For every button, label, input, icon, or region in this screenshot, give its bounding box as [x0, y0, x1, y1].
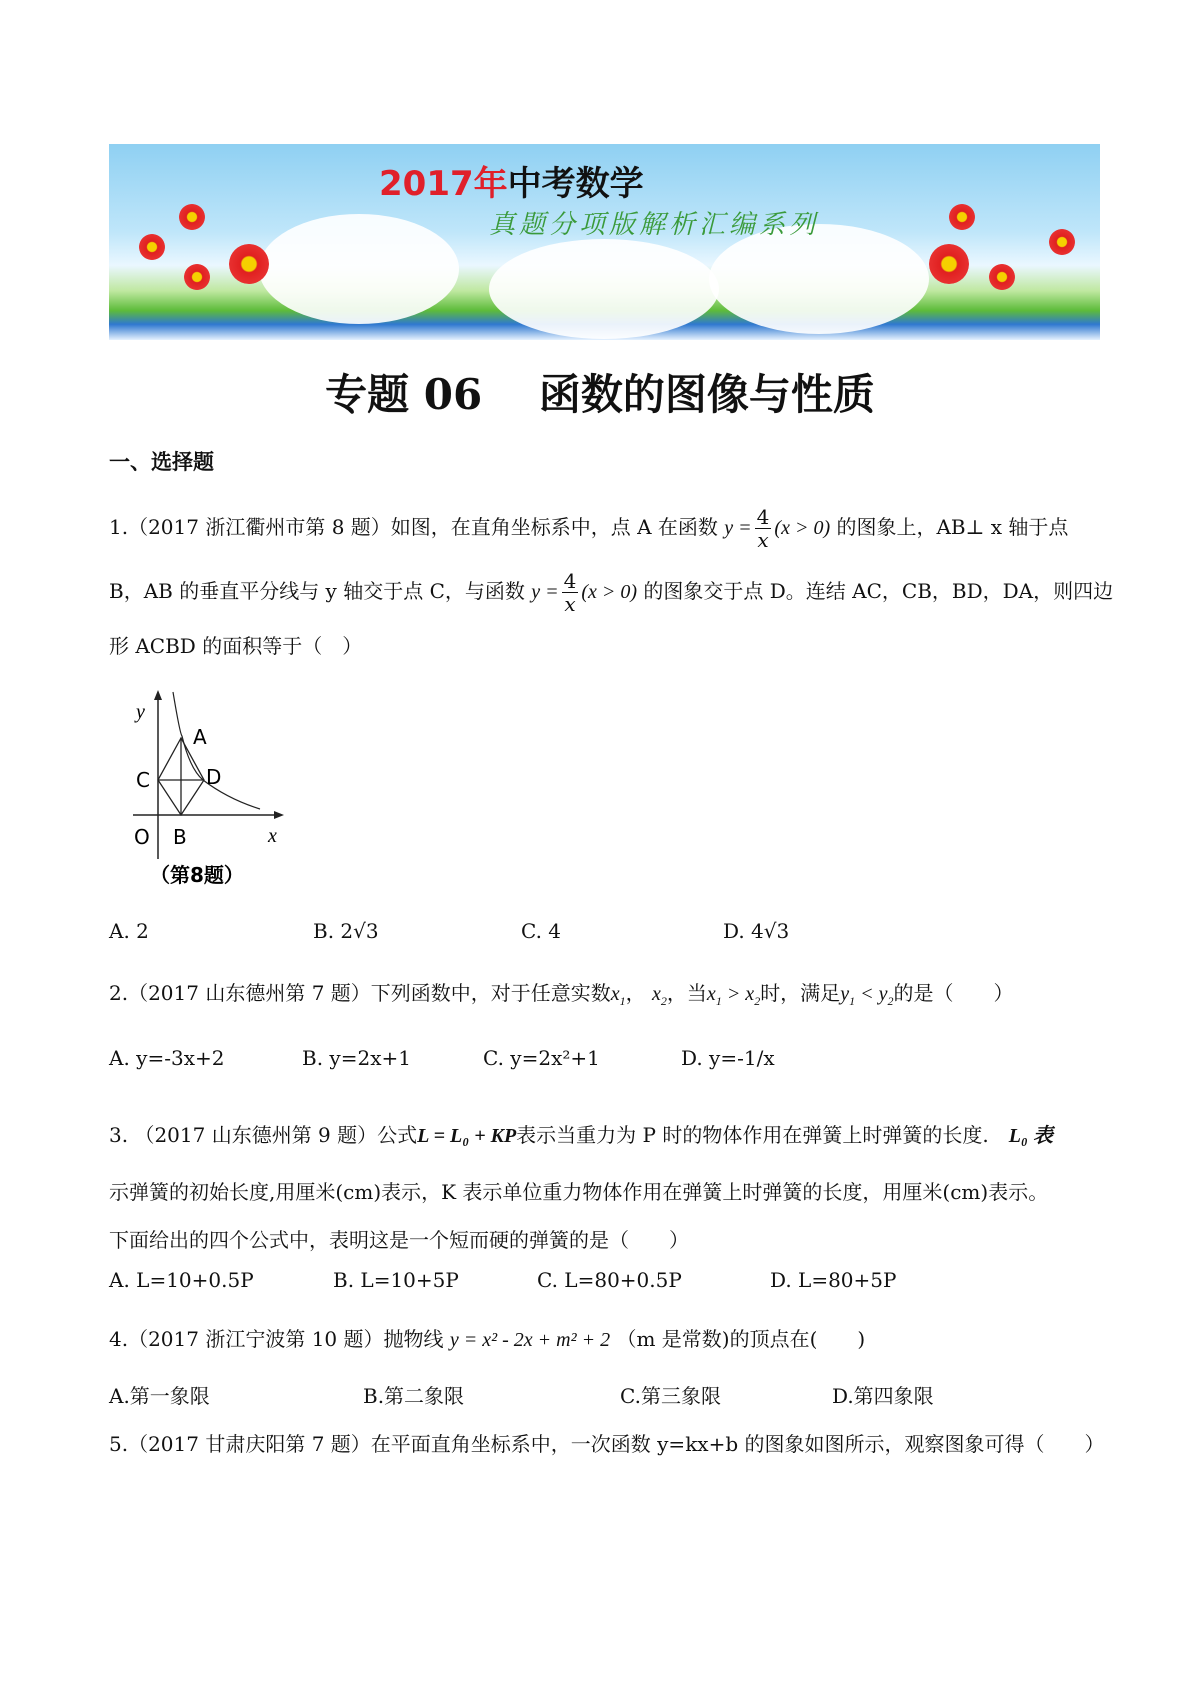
q3-option-a[interactable]: A. L=10+0.5P [109, 1268, 254, 1292]
q3-option-c[interactable]: C. L=80+0.5P [537, 1268, 682, 1292]
figure-caption: （第8题） [150, 863, 244, 887]
y-axis-arrow [154, 690, 162, 700]
q1-option-a[interactable]: A. 2 [109, 919, 149, 943]
q1-option-c[interactable]: C. 4 [521, 919, 562, 943]
label-o: O [134, 825, 150, 849]
label-y: y [136, 701, 145, 723]
q4-stem: 4.（2017 浙江宁波第 10 题）抛物线 y = x² - 2x + m² + 2 （m 是常数)的顶点在( ) [109, 1327, 866, 1351]
q1-line-2: B，AB 的垂直平分线与 y 轴交于点 C，与函数 y = $\frac{4}{x}$ (x > 0) 的图象交于点 D。连结 AC，CB，BD，DA，则四边 [109, 569, 1114, 616]
q1-option-d[interactable]: D. 4√3 [723, 919, 790, 943]
label-a: A [193, 725, 207, 749]
q2-stem: 2.（2017 山东德州第 7 题）下列函数中，对于任意实数$x_1$， $x_2$，当$x_1 > x_2$时，满足$y_1 < y_2$的是（ ） [109, 981, 1014, 1008]
q3-line-3: 下面给出的四个公式中，表明这是一个短而硬的弹簧的是（ ） [109, 1228, 689, 1252]
page-title: 专题 06 函数的图像与性质 [325, 370, 875, 419]
label-d: D [206, 765, 222, 789]
q1-figure [128, 684, 298, 889]
q4-option-b[interactable]: B.第二象限 [363, 1384, 465, 1408]
q2-option-c[interactable]: C. y=2x²+1 [483, 1046, 600, 1070]
q1-line-3: 形 ACBD 的面积等于（ ） [109, 634, 363, 658]
banner-title: 2017年中考数学 [379, 164, 644, 204]
q3-option-b[interactable]: B. L=10+5P [333, 1268, 459, 1292]
q5-stem: 5.（2017 甘肃庆阳第 7 题）在平面直角坐标系中，一次函数 y=kx+b 的图象如图所示，观察图象可得（ ） [109, 1432, 1105, 1456]
q2-option-d[interactable]: D. y=-1/x [681, 1046, 775, 1070]
label-c: C [136, 768, 150, 792]
q2-option-b[interactable]: B. y=2x+1 [302, 1046, 411, 1070]
x-axis-arrow [274, 811, 284, 819]
q1-line-1: 1.（2017 浙江衢州市第 8 题）如图，在直角坐标系中，点 A 在函数 y = $\frac{4}{x}$ (x > 0) 的图象上，AB⊥ x 轴于点 [109, 505, 1069, 552]
section-heading: 一、选择题 [109, 450, 214, 474]
header-banner [109, 144, 1100, 340]
label-x: x [268, 825, 277, 847]
q3-line-2: 示弹簧的初始长度,用厘米(cm)表示，K 表示单位重力物体作用在弹簧上时弹簧的长度，用厘米(cm)表示。 [109, 1180, 1049, 1204]
banner-subtitle: 真题分项版解析汇编系列 [489, 210, 820, 240]
q3-line-1: 3. （2017 山东德州第 9 题）公式L = L₀ + KP表示当重力为 P 时的物体作用在弹簧上时弹簧的长度. L₀ 表 [109, 1123, 1053, 1147]
hyperbola-curve [173, 692, 260, 809]
q3-option-d[interactable]: D. L=80+5P [770, 1268, 897, 1292]
q1-option-b[interactable]: B. 2√3 [313, 919, 379, 943]
q4-option-c[interactable]: C.第三象限 [620, 1384, 721, 1408]
q4-option-d[interactable]: D.第四象限 [832, 1384, 934, 1408]
q2-option-a[interactable]: A. y=-3x+2 [109, 1046, 225, 1070]
q4-option-a[interactable]: A.第一象限 [109, 1384, 210, 1408]
label-b: B [173, 825, 187, 849]
